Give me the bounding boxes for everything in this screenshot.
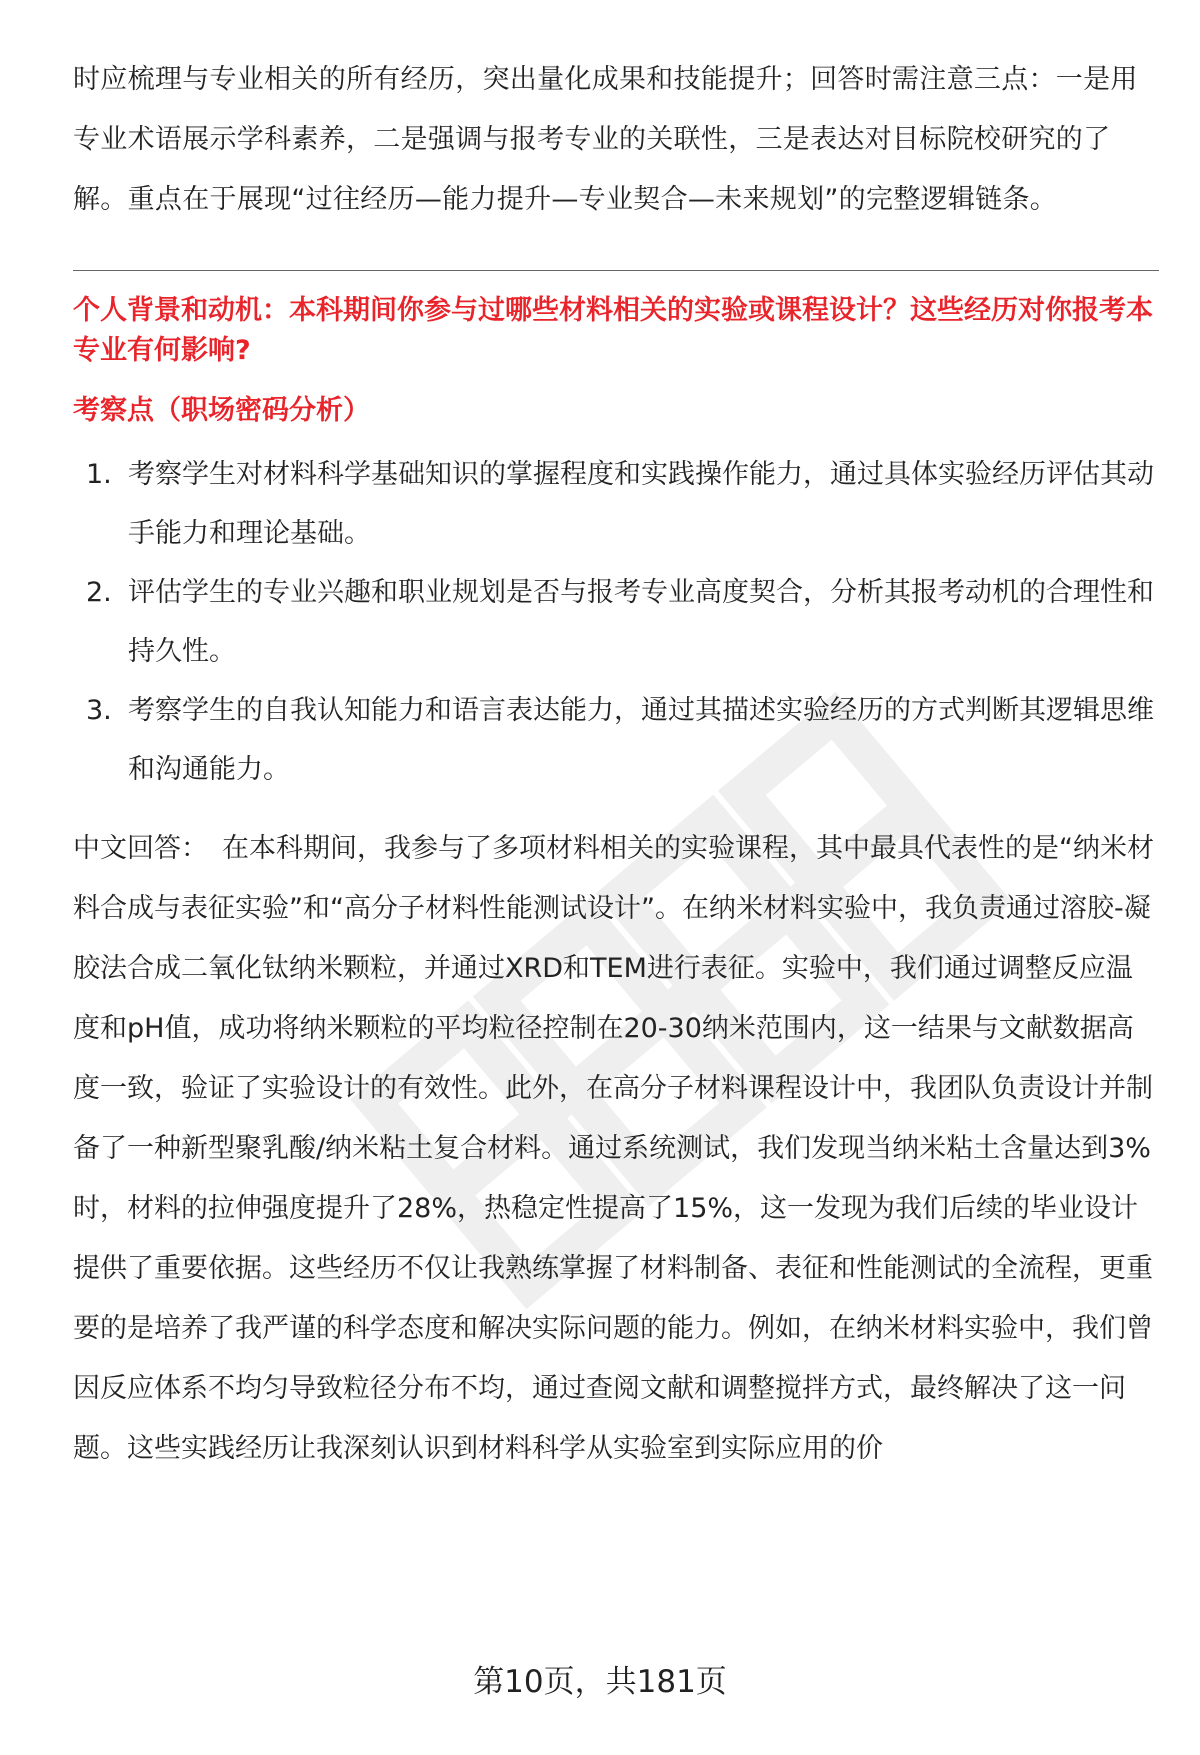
- answer-text: 在本科期间，我参与了多项材料相关的实验课程，其中最具代表性的是“纳米材料合成与表征实验”和“高分子材料性能测试设计”。在纳米材料实验中，我负责通过溶胶-凝胶法合成二氧化钛纳米颗粒，并通过XRD和TEM进行表征。实验中，我们通过调整反应温度和pH值，成功将纳米颗粒的平均粒径控制在20-30纳米范围内，这一结果与文献数据高度一致，验证了实验设计的有效性。此外，在高分子材料课程设计中，我团队负责设计并制备了一种新型聚乳酸/纳米粘土复合材料。通过系统测试，我们发现当纳米粘土含量达到3%时，材料的拉伸强度提升了28%，热稳定性提高了15%，这一发现为我们后续的毕业设计提供了重要依据。这些经历不仅让我熟练掌握了材料制备、表征和性能测试的全流程，更重要的是培养了我严谨的科学态度和解决实际问题的能力。例如，在纳米材料实验中，我们曾因反应体系不均匀导致粒径分布不均，通过查阅文献和调整搅拌方式，最终解决了这一问题。这些实践经历让我深刻认识到材料科学从实验室到实际应用的价: [73, 833, 1154, 1464]
- intro-paragraph: 时应梳理与专业相关的所有经历，突出量化成果和技能提升；回答时需注意三点：一是用专业术语展示学科素养，二是强调与报考专业的关联性，三是表达对目标院校研究的了解。重点在于展现“过往经历—能力提升—专业契合—未来规划”的完整逻辑链条。: [73, 64, 1138, 215]
- list-item-text: 考察学生对材料科学基础知识的掌握程度和实践操作能力，通过具体实验经历评估其动手能力和理论基础。: [128, 459, 1154, 549]
- list-item: [73, 563, 1159, 681]
- answer-label: 中文回答：: [73, 833, 208, 864]
- list-item-number: 2.: [86, 577, 112, 608]
- list-item-number: 1.: [86, 459, 112, 490]
- question-heading: 个人背景和动机：本科期间你参与过哪些材料相关的实验或课程设计？这些经历对你报考本专业有何影响?: [73, 295, 1153, 366]
- exam-points-list: [73, 445, 1159, 799]
- exam-points-title: 考察点（职场密码分析）: [73, 395, 370, 426]
- answer-paragraph: [73, 819, 1159, 1479]
- document-page: [73, 50, 1159, 1506]
- list-item-text: 评估学生的专业兴趣和职业规划是否与报考专业高度契合，分析其报考动机的合理性和持久性。: [128, 577, 1154, 667]
- list-item: [73, 681, 1159, 799]
- section-divider: [73, 270, 1159, 271]
- list-item: [73, 445, 1159, 563]
- list-item-text: 考察学生的自我认知能力和语言表达能力，通过其描述实验经历的方式判断其逻辑思维和沟通能力。: [128, 695, 1154, 785]
- page-number: 第10页，共181页: [473, 1664, 727, 1700]
- list-item-number: 3.: [86, 695, 112, 726]
